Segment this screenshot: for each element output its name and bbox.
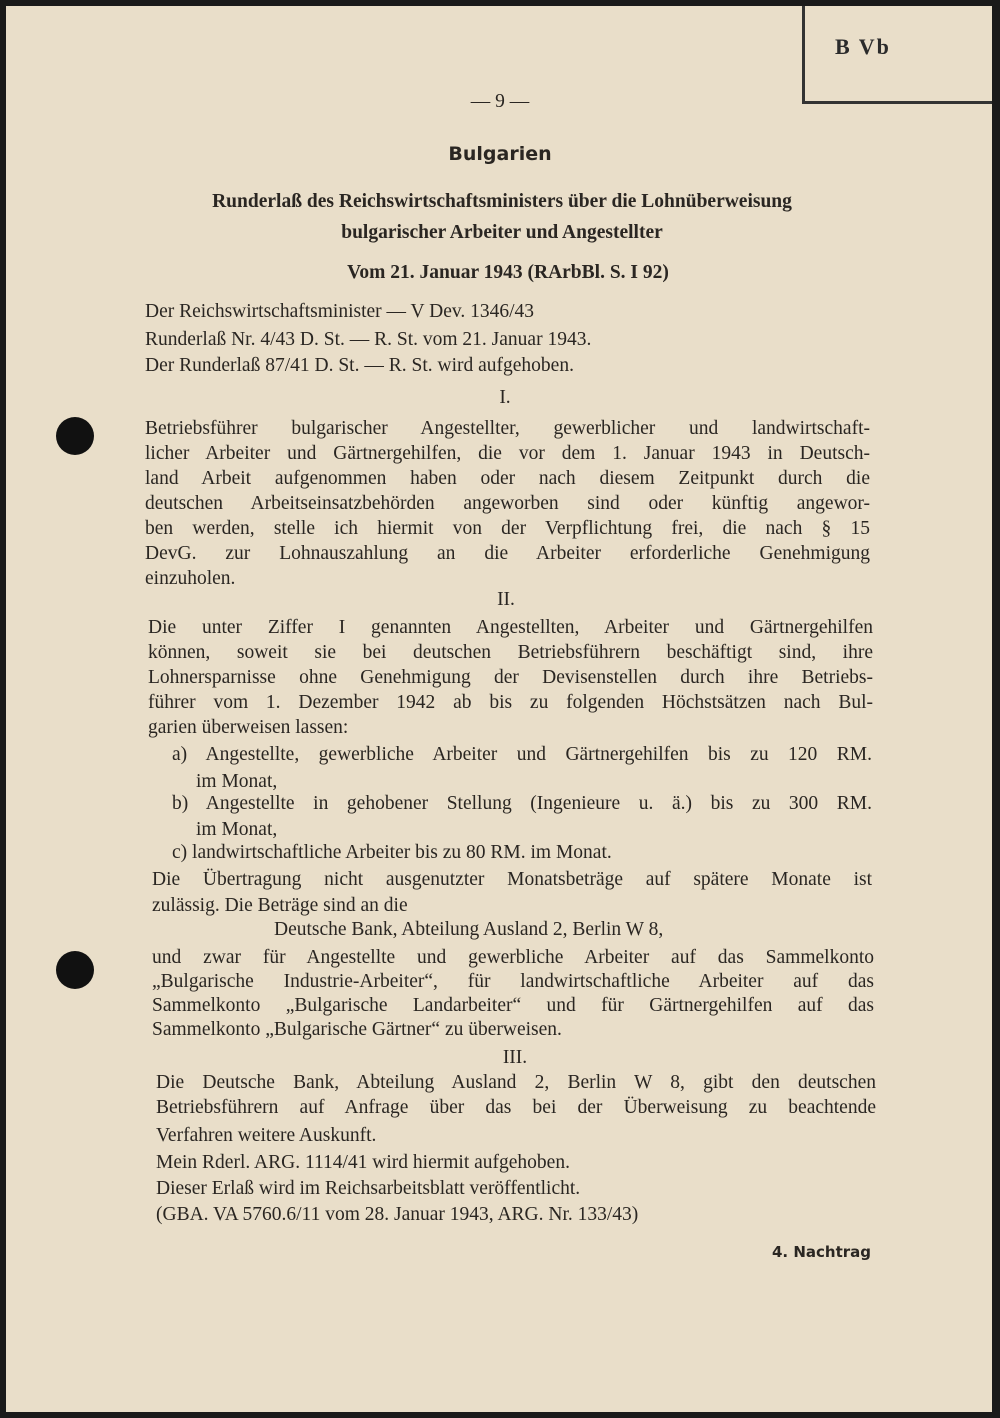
body-line: Betriebsführern auf Anfrage über das bei der Überweisung zu beachtende xyxy=(156,1097,876,1118)
subtitle-line: bulgarischer Arbeiter und Angestellter xyxy=(341,222,663,243)
stamp-text: B Vb xyxy=(835,34,891,59)
body-line: Die Deutsche Bank, Abteilung Ausland 2, Berlin W 8, gibt den deutschen xyxy=(156,1072,876,1093)
header-line: Der Reichswirtschaftsminister — V Dev. 1346/43 xyxy=(145,301,535,322)
body-line: garien überweisen lassen: xyxy=(148,717,349,738)
body-line: Lohnersparnisse ohne Genehmigung der Devisenstellen durch ihre Betriebs- xyxy=(148,667,873,688)
page-number: — 9 — xyxy=(470,91,530,112)
body-line: Sammelkonto „Bulgarische Gärtner“ zu überweisen. xyxy=(152,1019,562,1040)
section-numeral: I. xyxy=(499,387,511,408)
punch-hole xyxy=(56,951,94,989)
body-line: führer vom 1. Dezember 1942 ab bis zu folgenden Höchstsätzen nach Bul- xyxy=(148,692,873,713)
bank-address: Deutsche Bank, Abteilung Ausland 2, Berlin W 8, xyxy=(274,919,664,940)
punch-hole xyxy=(56,417,94,455)
body-line: land Arbeit aufgenommen haben oder nach diesem Zeitpunkt durch die xyxy=(145,468,870,489)
body-line: Verfahren weitere Auskunft. xyxy=(156,1125,377,1146)
list-item: a) Angestellte, gewerbliche Arbeiter und Gärtnergehilfen bis zu 120 RM. xyxy=(172,744,872,765)
body-line: DevG. zur Lohnauszahlung an die Arbeiter erforderliche Genehmigung xyxy=(145,543,870,564)
subtitle-line: Runderlaß des Reichswirtschaftsministers über die Lohnüberweisung xyxy=(212,191,792,212)
body-line: Betriebsführer bulgarischer Angestellter, gewerblicher und landwirtschaft- xyxy=(145,418,870,439)
supplement-label: 4. Nachtrag xyxy=(772,1243,872,1261)
page-title: Bulgarien xyxy=(448,143,552,165)
body-line: Mein Rderl. ARG. 1114/41 wird hiermit aufgehoben. xyxy=(156,1152,570,1173)
header-line: Runderlaß Nr. 4/43 D. St. — R. St. vom 21. Januar 1943. xyxy=(145,329,592,350)
date-line: Vom 21. Januar 1943 (RArbBl. S. I 92) xyxy=(347,262,669,283)
header-line: Der Runderlaß 87/41 D. St. — R. St. wird aufgehoben. xyxy=(145,355,574,376)
body-line: deutschen Arbeitseinsatzbehörden angeworben sind oder künftig angewor- xyxy=(145,493,870,514)
body-line: licher Arbeiter und Gärtnergehilfen, die vor dem 1. Januar 1943 in Deutsch- xyxy=(145,443,870,464)
list-item-continuation: im Monat, xyxy=(196,771,278,792)
list-item-continuation: im Monat, xyxy=(196,819,278,840)
body-line: ben werden, stelle ich hiermit von der Verpflichtung frei, die nach § 15 xyxy=(145,518,870,539)
body-line: Dieser Erlaß wird im Reichsarbeitsblatt veröffentlicht. xyxy=(156,1178,581,1199)
list-item: c) landwirtschaftliche Arbeiter bis zu 80 RM. im Monat. xyxy=(172,842,612,863)
body-line: und zwar für Angestellte und gewerbliche Arbeiter auf das Sammelkonto xyxy=(152,947,874,968)
body-line: Sammelkonto „Bulgarische Landarbeiter“ und für Gärtnergehilfen auf das xyxy=(152,995,874,1016)
body-line: „Bulgarische Industrie-Arbeiter“, für landwirtschaftliche Arbeiter auf das xyxy=(152,971,874,992)
body-line: einzuholen. xyxy=(145,568,236,589)
section-numeral: II. xyxy=(497,589,515,610)
list-item: b) Angestellte in gehobener Stellung (Ingenieure u. ä.) bis zu 300 RM. xyxy=(172,793,872,814)
body-line: zulässig. Die Beträge sind an die xyxy=(152,895,408,916)
body-line: Die Übertragung nicht ausgenutzter Monatsbeträge auf spätere Monate ist xyxy=(152,869,872,890)
body-line: Die unter Ziffer I genannten Angestellten, Arbeiter und Gärtnergehilfen xyxy=(148,617,873,638)
body-line: können, soweit sie bei deutschen Betriebsführern beschäftigt sind, ihre xyxy=(148,642,873,663)
body-line: (GBA. VA 5760.6/11 vom 28. Januar 1943, ARG. Nr. 133/43) xyxy=(156,1204,639,1225)
section-numeral: III. xyxy=(502,1047,528,1068)
